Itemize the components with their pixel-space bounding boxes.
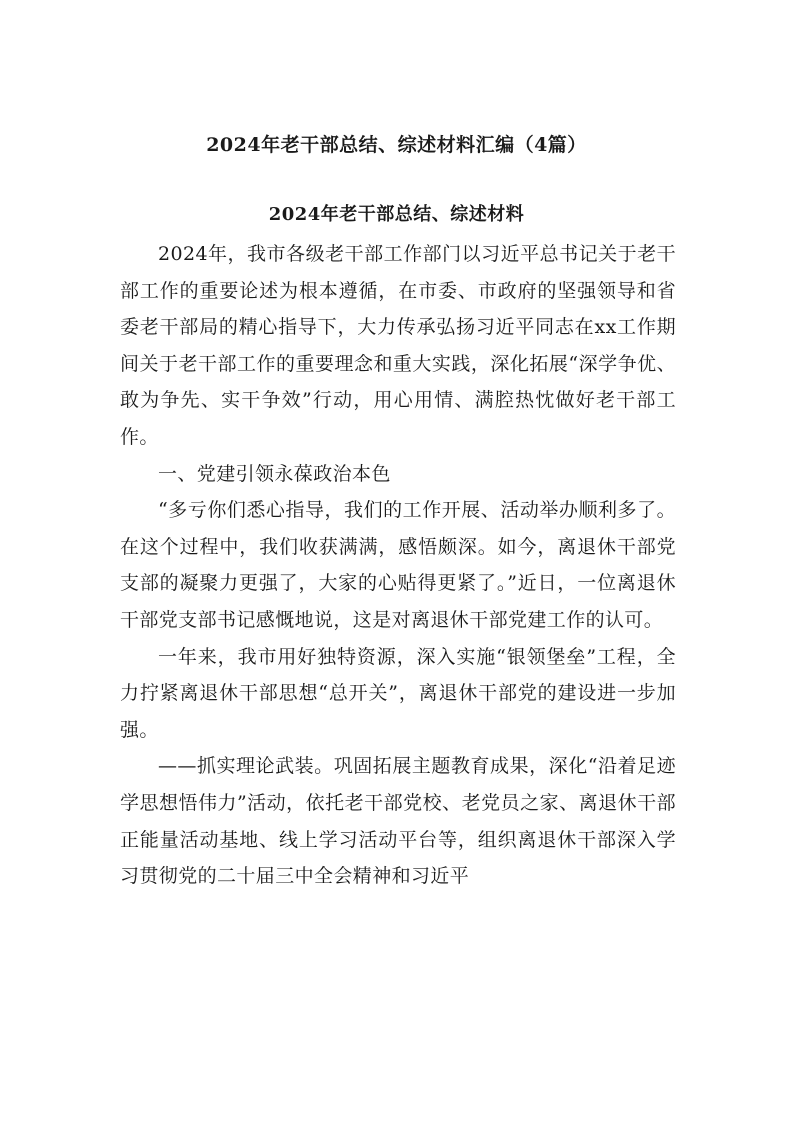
paragraph-year-review: 一年来，我市用好独特资源，深入实施“银领堡垒”工程，全力拧紧离退休干部思想“总开关”，离退休干部党的建设进一步加强。 <box>120 645 676 741</box>
paragraph-quote: “多亏你们悉心指导，我们的工作开展、活动举办顺利多了。在这个过程中，我们收获满满，感悟颇深。如今，离退休干部党支部的凝聚力更强了，大家的心贴得更紧了。”近日，一位离退休干部党支部书记感慨地说，这是对离退休干部党建工作的认可。 <box>120 499 676 631</box>
section-title: 2024年老干部总结、综述材料 <box>268 204 525 225</box>
document-title: 2024年老干部总结、综述材料汇编（4篇） <box>206 134 587 156</box>
paragraph-theory: ——抓实理论武装。巩固拓展主题教育成果，深化“沿着足迹学思想悟伟力”活动，依托老干部党校、老党员之家、离退休干部正能量活动基地、线上学习活动平台等，组织离退休干部深入学习贯彻党的二十届三中全会精神和习近平 <box>120 755 676 888</box>
section-heading-party-building: 一、党建引领永葆政治本色 <box>158 462 391 485</box>
document-body <box>120 236 676 895</box>
paragraph-intro: 2024年，我市各级老干部工作部门以习近平总书记关于老干部工作的重要论述为根本遵循，在市委、市政府的坚强领导和省委老干部局的精心指导下，大力传承弘扬习近平同志在xx工作期间关于老干部工作的重要理念和重大实践，深化拓展“深学争优、敢为争先、实干争效”行动，用心用情、满腔热忱做好老干部工作。 <box>120 243 676 448</box>
